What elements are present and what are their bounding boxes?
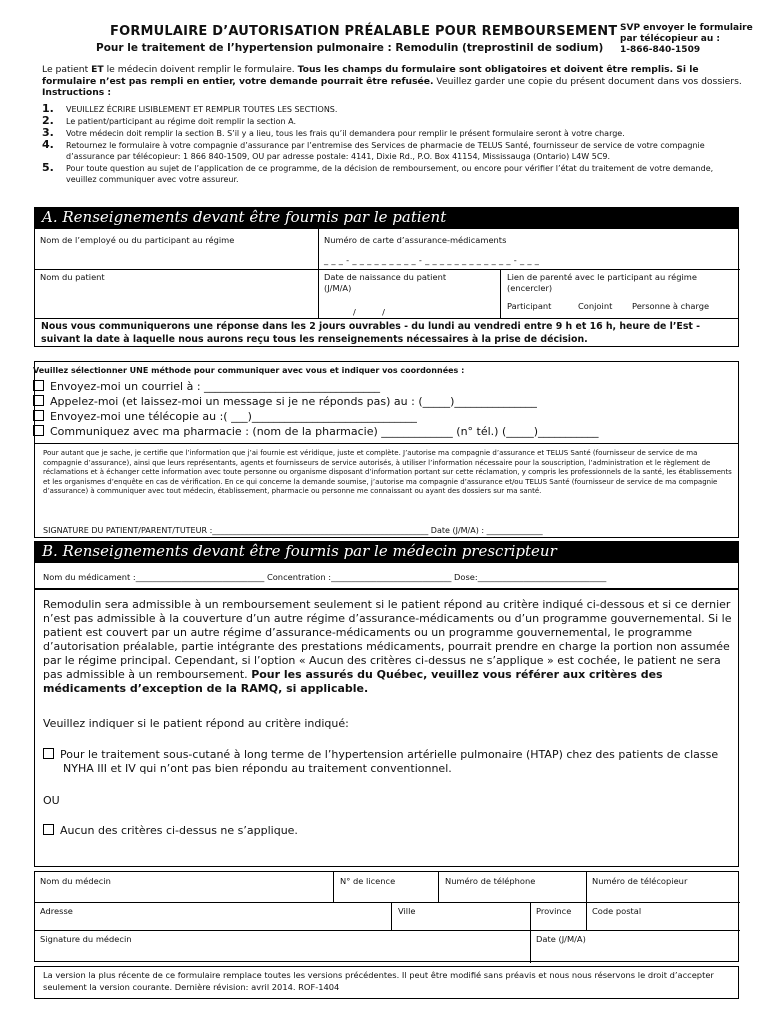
section-b-header: B. Renseignements devant être fournis par le médecin prescripteur [34,541,739,562]
step-text: VEUILLEZ ÉCRIRE LISIBLEMENT ET REMPLIR TOUTES LES SECTIONS. [66,105,338,114]
criteria-option-2[interactable] [43,824,298,838]
criteria-option-1[interactable] [43,748,743,776]
instruction-step [42,104,742,115]
contact-option-label: Envoyez-moi un courriel à : ________________________________ [50,380,381,393]
response-notice: Nous vous communiquerons une réponse dans les 2 jours ouvrables - du lundi au vendredi entre 9 h et 16 h, heure de l’Est - suivant la date à laquelle nous aurons reçu tous les renseignements nécessaires à la prise de décision. [41,321,701,345]
dob-format-label: (J/M/A) [324,283,352,293]
intro-text-e: Veuillez garder une copie du présent document dans vos dossiers. [433,75,742,87]
step-text: Pour toute question au sujet de l’application de ce programme, de la décision de remboursement, ou encore pour vérifier l’état du traitement de votre demande, veuillez communiquer avec votre assureur. [66,164,714,184]
instruction-step [42,116,742,127]
criteria-paragraph [43,598,733,696]
fax-label: Numéro de télécopieur [592,876,688,886]
intro-text-c: le médecin doivent remplir le formulaire. [103,64,298,75]
criteria-quebec-note: Pour les assurés du Québec, veuillez vous référer aux critères des médicaments d’exception de la RAMQ, si applicable. [43,668,663,695]
dob-label: Date de naissance du patient [324,272,447,282]
footer-box [34,966,739,999]
relationship-label: Lien de parenté avec le participant au régime [507,272,697,282]
doctor-date-label: Date (J/M/A) [536,934,586,944]
rel-option-spouse[interactable]: Conjoint [578,301,613,311]
intro-text-d: Tous les champs du formulaire sont obligatoires et doivent être remplis. Si le formulaire n’est pas rempli en entier, votre demande pourrait être refusée. [42,64,699,87]
patient-name-label: Nom du patient [40,272,105,282]
step-text: Retournez le formulaire à votre compagnie d’assurance par l’entremise des Services de pharmacie de TELUS Santé, fournisseur de service de votre compagnie d’assurance par télécopieur: 1 866 840-1509, OU par adresse postale: 4141, Dixie Rd., P.O. Box 41154, Mississauga (Ontario) L4W 5C9. [66,141,705,161]
drug-line-box [34,562,739,589]
response-notice-box [34,318,739,347]
checkbox[interactable] [33,380,44,391]
send-fax-number: 1-866-840-1509 [620,45,701,55]
intro-text-b: ET [91,64,104,75]
employee-name-label: Nom de l’employé ou du participant au régime [40,235,235,245]
contact-option[interactable] [33,379,733,394]
intro-paragraph [42,64,742,99]
form-subtitle: Pour le traitement de l’hypertension pulmonaire : Remodulin (treprostinil de sodium) [96,42,604,54]
address-label: Adresse [40,906,73,916]
contact-prompt: Veuillez sélectionner UNE méthode pour communiquer avec vous et indiquer vos coordonnées : [33,366,465,375]
contact-option-label: Envoyez-moi une télécopie au :( ___)______________________________ [50,410,417,423]
instructions-list [42,104,742,186]
drug-info-line[interactable]: Nom du médicament :_______________________________ Concentration :_____________________________ Dose:_______________________________ [43,572,607,582]
step-number: 2. [42,114,54,127]
contact-option-label: Appelez-moi (et laissez-moi un message si je ne réponds pas) au : (_____)_______________ [50,395,537,408]
checkbox[interactable] [43,824,54,835]
relationship-sub-label: (encercler) [507,283,553,293]
criteria-option-2-label: Aucun des critères ci-dessus ne s’applique. [60,824,298,837]
contact-option-label: Communiquez avec ma pharmacie : (nom de la pharmacie) _____________ (n° tél.) (_____)___________ [50,425,599,438]
indicate-prompt: Veuillez indiquer si le patient répond au critère indiqué: [43,717,349,730]
step-number: 3. [42,126,54,139]
city-label: Ville [398,906,416,916]
fax-instruction [620,23,770,56]
footer-text: La version la plus récente de ce formulaire remplace toutes les versions précédentes. Il peut être modifié sans préavis et nous nous réservons le droit d’accepter seulement la version courante. Dernière révision: avril 2014. ROF-1404 [43,970,714,992]
or-label: OU [43,794,60,807]
phone-label: Numéro de téléphone [445,876,536,886]
rel-option-participant[interactable]: Participant [507,301,552,311]
step-number: 1. [42,102,54,115]
doctor-name-label: Nom du médecin [40,876,111,886]
doctor-signature-label: Signature du médecin [40,934,132,944]
license-label: N° de licence [340,876,396,886]
consent-text: Pour autant que je sache, je certifie que l’information que j’ai fournie est véridique, juste et complète. J’autorise ma compagnie d’assurance et TELUS Santé (fournisseur de service de ma compagnie d’assurance), ainsi que leurs représentants, agents et fournisseurs de service autorisés, à utiliser l’information nécessaire pour la souscription, l’administration et le règlement de réclamations et à échanger cette information avec toute personne ou organisme disposant d’information portant sur cette réclamation, y compris les professionnels de la santé, les établissements et les organismes d’enquête en cas de vérification. En ce qui concerne la demande soumise, j’autorise ma compagnie d’assurance et/ou TELUS Santé (fournisseur de service de ma compagnie d’assurance) à communiquer avec tout médecin, établissement, pharmacie ou personne me connaissant ou ayant des dossiers sur ma santé. [43,449,732,495]
instructions-heading: Instructions : [42,87,112,98]
instruction-step [42,128,742,139]
province-label: Province [536,906,572,916]
step-number: 4. [42,138,54,151]
patient-signature-line[interactable]: SIGNATURE DU PATIENT/PARENT/TUTEUR :______________________________________________________ Date (J/M/A) : ______________ [43,526,543,535]
contact-option[interactable] [33,394,733,409]
contact-method-box [34,361,739,444]
instruction-step [42,140,742,162]
card-number-field[interactable]: _ _ _ - _ _ _ _ _ _ _ _ _ - _ _ _ _ _ _ _ _ _ _ _ _ - _ _ _ [324,255,540,265]
card-number-label: Numéro de carte d’assurance-médicaments [324,235,507,245]
criteria-text: Remodulin sera admissible à un remboursement seulement si le patient répond au critère indiqué ci-dessous et si ce dernier n’est pas admissible à la couverture d’un autre régime d’assurance-médicaments ou d’un programme gouvernemental. Si le patient est couvert par un autre régime d’assurance-médicaments ou un programme gouvernemental, le programme d’autorisation préalable, partie intégrante des prestations médicaments, pourrait prendre en charge la portion non assumée par le régime principal. Cependant, si l’option « Aucun des critères ci-dessus ne s’applique » est cochée, le patient ne sera pas admissible à un remboursement. [43,598,732,681]
send-line-1: SVP envoyer le formulaire [620,23,753,33]
step-text: Votre médecin doit remplir la section B. S’il y a lieu, tous les frais qu’il demandera pour remplir le présent formulaire seront à votre charge. [66,129,625,138]
dob-field[interactable]: / / [353,307,385,317]
contact-options [33,379,733,439]
form-title: FORMULAIRE D’AUTORISATION PRÉALABLE POUR REMBOURSEMENT [110,24,618,39]
step-number: 5. [42,161,54,174]
checkbox[interactable] [43,748,54,759]
contact-option[interactable] [33,409,733,424]
rel-option-dependent[interactable]: Personne à charge [632,301,710,311]
contact-option[interactable] [33,424,733,439]
criteria-box [34,589,739,867]
criteria-option-1-label: Pour le traitement sous-cutané à long terme de l’hypertension artérielle pulmonaire (HTAP) chez des patients de classe NYHA III et IV qui n’ont pas bien répondu au traitement conventionnel. [60,748,719,775]
section-a-fields [34,228,739,319]
instruction-step [42,163,742,185]
section-a-header: A. Renseignements devant être fournis par le patient [34,207,739,228]
postal-code-label: Code postal [592,906,642,916]
consent-box [34,443,739,538]
intro-text-a: Le patient [42,64,92,75]
step-text: Le patient/participant au régime doit remplir la section A. [66,117,296,126]
checkbox[interactable] [33,410,44,421]
prescriber-fields [34,871,739,962]
checkbox[interactable] [33,395,44,406]
checkbox[interactable] [33,425,44,436]
send-line-2: par télécopieur au : [620,34,721,44]
